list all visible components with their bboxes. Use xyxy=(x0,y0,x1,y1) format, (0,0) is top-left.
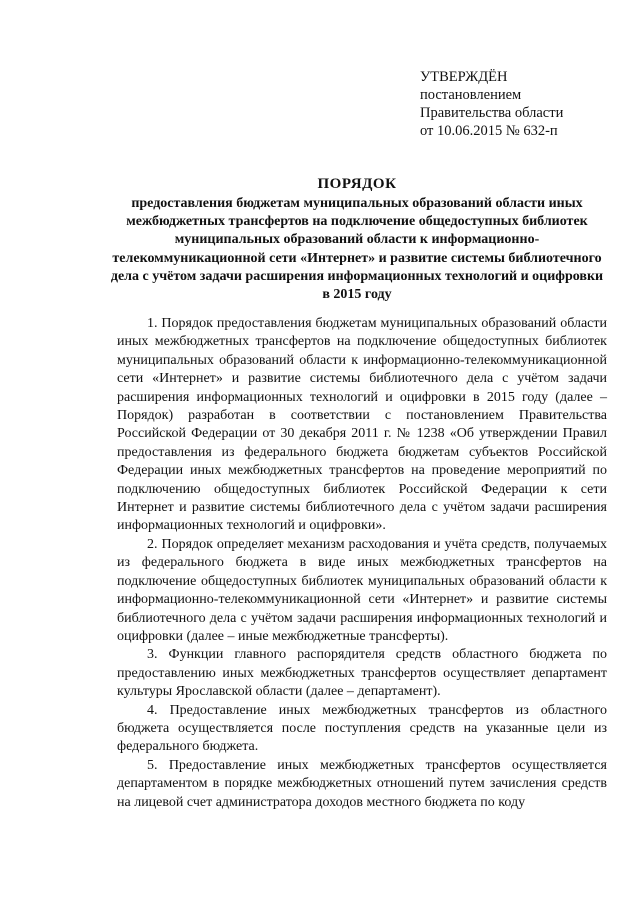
document-title: ПОРЯДОК xyxy=(317,176,397,192)
approval-stamp xyxy=(420,68,620,140)
approval-by-line: постановлением xyxy=(420,87,522,103)
paragraph-3: 3. Функции главного распорядителя средств областного бюджета по предоставлению иных межбюджетных трансфертов осуществляет департамент культуры Ярославской области (далее – департамент). xyxy=(117,647,607,700)
title-block xyxy=(108,175,606,304)
paragraph-1: 1. Порядок предоставления бюджетам муниципальных образований области иных межбюджетных трансфертов на подключение общедоступных библиотек муниципальных образований области к информационно-телекоммуникационной сети «Интернет» и развитие системы библиотечного дела с учётом задачи расширения информационных технологий и оцифровки в 2015 году (далее – Порядок) разработан в соответствии с постановлением Правительства Российской Федерации от 30 декабря 2011 г. № 1238 «Об утверждении Правил предоставления из федерального бюджета бюджетам субъектов Российской Федерации иных межбюджетных трансфертов на проведение мероприятий по подключению общедоступных библиотек Российской Федерации к сети Интернет и развитие системы библиотечного дела с учётом задачи расширения информационных технологий и оцифровки». xyxy=(117,316,607,534)
paragraph-5: 5. Предоставление иных межбюджетных трансфертов осуществляется департаментом в порядке межбюджетных отношений путем зачисления средств на лицевой счет администратора доходов местного бюджета по коду xyxy=(117,757,607,810)
paragraph-4: 4. Предоставление иных межбюджетных трансфертов из областного бюджета осуществляется после поступления средств на указанные цели из федерального бюджета. xyxy=(117,702,607,755)
approval-authority: Правительства области xyxy=(420,105,564,121)
paragraph-2: 2. Порядок определяет механизм расходования и учёта средств, получаемых из федерального бюджета в виде иных межбюджетных трансфертов на подключение общедоступных библиотек муниципальных образований области к информационно-телекоммуникационной сети «Интернет» и развитие системы библиотечного дела с учётом задачи расширения информационных технологий и оцифровки (далее – иные межбюджетные трансферты). xyxy=(117,536,607,644)
document-body xyxy=(117,315,607,812)
approval-heading: УТВЕРЖДЁН xyxy=(420,69,508,85)
document-subtitle: предоставления бюджетам муниципальных образований области иных межбюджетных трансфертов на подключение общедоступных библиотек муниципальных образований области к информационно-телекоммуникационной сети «Интернет» и развитие системы библиотечного дела с учётом задачи расширения информационных технологий и оцифровки в 2015 году xyxy=(110,196,604,303)
approval-date-number: от 10.06.2015 № 632-п xyxy=(420,123,558,139)
